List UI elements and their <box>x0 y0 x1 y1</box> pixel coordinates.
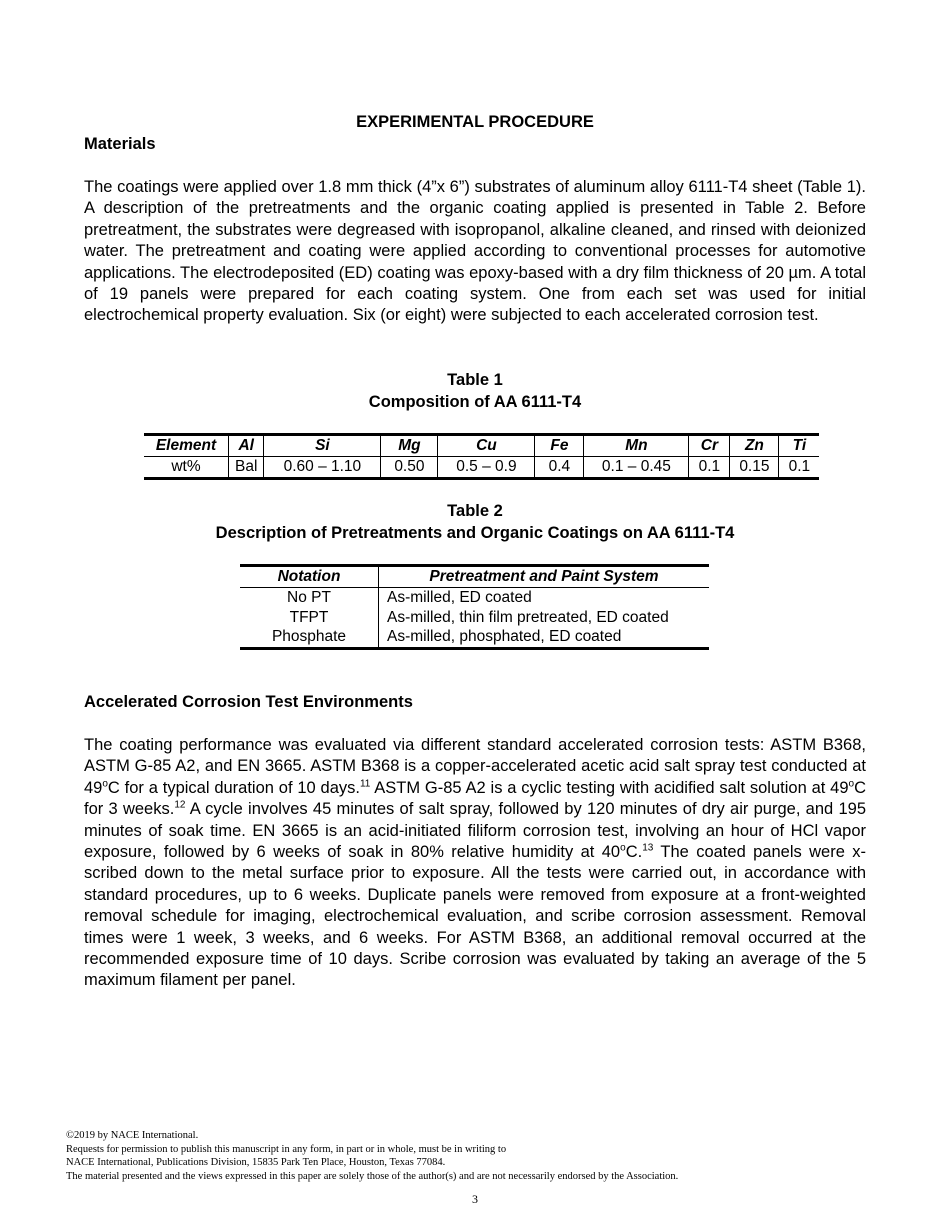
table-row <box>144 457 819 479</box>
table-cell: 0.60 – 1.10 <box>264 457 381 479</box>
composition-table <box>144 433 819 480</box>
table-header-cell: Si <box>264 435 381 457</box>
table-cell: Phosphate <box>240 627 379 648</box>
footer-line: The material presented and the views expressed in this paper are solely those of the author(s) and are not necessarily endorsed by the Association. <box>66 1170 679 1182</box>
table-cell: 0.1 – 0.45 <box>584 457 689 479</box>
table-cell: 0.50 <box>381 457 438 479</box>
table-cell: wt% <box>144 457 229 479</box>
table-header-cell: Element <box>144 435 229 457</box>
reference-superscript: 11 <box>359 778 371 790</box>
table-cell: As-milled, ED coated <box>379 588 710 608</box>
table-header-row <box>144 435 819 457</box>
table-header-cell: Ti <box>779 435 820 457</box>
paragraph-text: The coating performance was evaluated via different standard accelerated corrosion tests: ASTM B368, ASTM G-85 A2, and EN 3665. ASTM B368 is a copper-accelerated acetic acid salt spray test conducted at 49 <box>84 736 866 797</box>
materials-paragraph: The coatings were applied over 1.8 mm thick (4”x 6”) substrates of aluminum alloy 6111-T4 sheet (Table 1). A description of the pretreatments and the organic coating applied is presented in Table 2. Before pretreatment, the substrates were degreased with isopropanol, alkaline cleaned, and rinsed with deionized water. The pretreatment and coating were applied according to conventional processes for automotive applications. The electrodeposited (ED) coating was epoxy-based with a dry film thickness of 20 µm. A total of 19 panels were prepared for each coating system. One from each set was used for initial electrochemical property evaluation. Six (or eight) were subjected to each accelerated corrosion test. <box>84 178 866 325</box>
degree-superscript: o <box>102 778 108 790</box>
table-cell: Bal <box>229 457 264 479</box>
page-number: 3 <box>472 1192 478 1206</box>
table-header-cell: Al <box>229 435 264 457</box>
table2-label: Table 2 <box>447 502 503 520</box>
footer-copyright: ©2019 by NACE International. <box>66 1130 199 1141</box>
table2-title: Description of Pretreatments and Organic Coatings on AA 6111-T4 <box>215 523 735 542</box>
table-header-cell: Cu <box>438 435 535 457</box>
table-header-cell: Pretreatment and Paint System <box>379 566 710 588</box>
pretreatment-table <box>240 564 709 650</box>
paragraph-text: C for a typical duration of 10 days. <box>107 778 360 797</box>
corrosion-paragraph <box>84 735 866 992</box>
corrosion-heading: Accelerated Corrosion Test Environments <box>84 693 413 711</box>
reference-superscript: 12 <box>174 799 186 811</box>
footer-line: NACE International, Publications Division, 15835 Park Ten Place, Houston, Texas 77084. <box>66 1157 446 1169</box>
table-row <box>240 627 709 648</box>
degree-superscript: o <box>848 778 855 790</box>
copyright-footer <box>66 1129 886 1183</box>
paragraph-text: ASTM G-85 A2 is a cyclic testing with acidified salt solution at 49 <box>370 778 849 797</box>
table-header-cell: Cr <box>689 435 730 457</box>
table-row <box>240 588 709 608</box>
paragraph-text: A cycle involves 45 minutes of salt spray, followed by 120 minutes of dry air purge, and 195 minutes of soak time. EN 3665 is an acid-initiated filiform corrosion test, involving an hour of HCl vapor exposure, followed by 6 weeks of soak in 80% relative humidity at 40 <box>84 800 866 862</box>
paragraph-text: C. <box>625 843 643 862</box>
table-cell: 0.1 <box>779 457 820 479</box>
footer-line: Requests for permission to publish this manuscript in any form, in part or in whole, must be in writing to <box>66 1143 507 1155</box>
section-title: EXPERIMENTAL PROCEDURE <box>356 113 594 131</box>
degree-superscript: o <box>620 842 626 854</box>
table-header-row <box>240 566 709 588</box>
table-cell: 0.5 – 0.9 <box>438 457 535 479</box>
table-cell: 0.4 <box>535 457 584 479</box>
table-header-cell: Mn <box>584 435 689 457</box>
table-cell: TFPT <box>289 608 329 626</box>
reference-superscript: 13 <box>642 842 654 854</box>
table-row <box>240 608 709 628</box>
table-cell: As-milled, phosphated, ED coated <box>379 627 710 648</box>
table-cell: 0.1 <box>689 457 730 479</box>
table1-label: Table 1 <box>447 371 503 389</box>
table-header-cell: Notation <box>240 566 379 588</box>
materials-heading: Materials <box>84 135 156 153</box>
table-header-cell: Mg <box>381 435 438 457</box>
paragraph-text: The coated panels were x-scribed down to the metal surface prior to exposure. All the tests were carried out, in accordance with standard procedures, up to 6 weeks. Duplicate panels were removed from exposure at a front-weighted removal schedule for imaging, electrochemical evaluation, and scribe corrosion assessment. Removal times were 1 week, 3 weeks, and 6 weeks. For ASTM B368, an additional removal occurred at the recommended exposure time of 10 days. Scribe corrosion was evaluated by taking an average of the 5 maximum filament per panel. <box>84 843 866 990</box>
table1-caption <box>84 370 866 413</box>
paragraph-text: C for 3 weeks. <box>84 778 866 819</box>
table-cell: 0.15 <box>730 457 779 479</box>
table2-caption <box>84 501 866 544</box>
table-header-cell: Zn <box>730 435 779 457</box>
table-cell: As-milled, thin film pretreated, ED coated <box>379 608 710 628</box>
table-header-cell: Fe <box>535 435 584 457</box>
table-cell: No PT <box>287 589 331 606</box>
table1-title: Composition of AA 6111-T4 <box>368 392 582 411</box>
